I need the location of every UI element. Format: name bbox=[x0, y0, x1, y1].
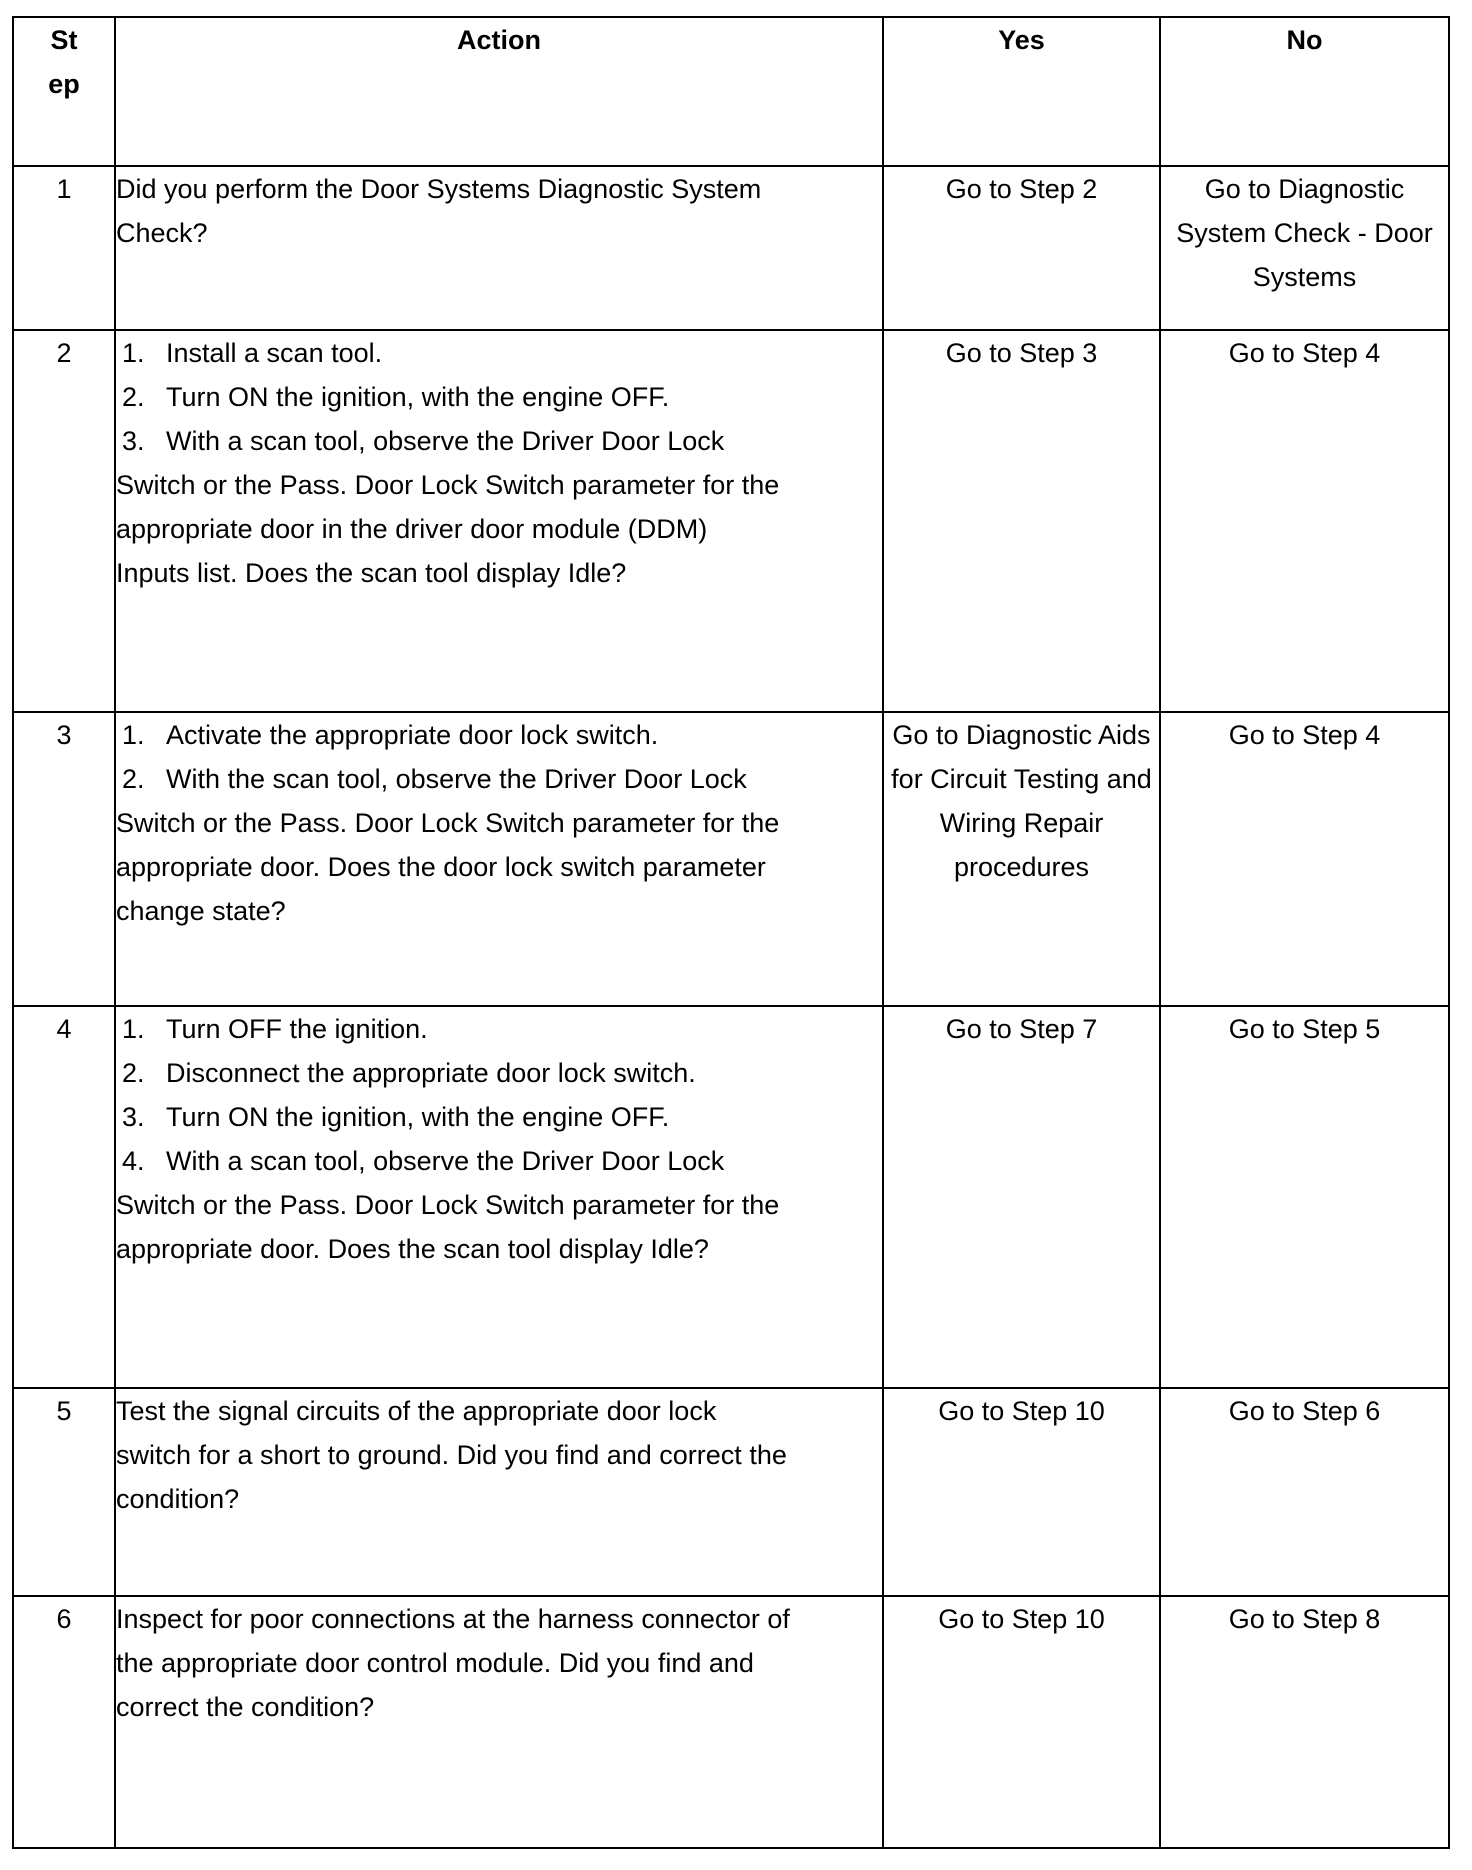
action-line: appropriate door in the driver door module (DDM) bbox=[116, 514, 708, 544]
action-cell bbox=[115, 1596, 883, 1848]
yes-cell: Go to Step 2 bbox=[883, 166, 1160, 330]
item-number: 2. bbox=[122, 1058, 145, 1088]
item-text: Install a scan tool. bbox=[166, 338, 383, 368]
table-row bbox=[13, 1006, 1449, 1388]
table-row bbox=[13, 1388, 1449, 1596]
item-text: Disconnect the appropriate door lock switch. bbox=[166, 1058, 696, 1088]
action-line: Inspect for poor connections at the harness connector of bbox=[116, 1604, 790, 1634]
action-line: appropriate door. Does the door lock switch parameter bbox=[116, 852, 766, 882]
item-number: 1. bbox=[122, 338, 145, 368]
step-number: 2 bbox=[13, 330, 115, 712]
table-row bbox=[13, 712, 1449, 1006]
item-number: 1. bbox=[122, 1014, 145, 1044]
header-action: Action bbox=[115, 17, 883, 166]
yes-cell: Go to Diagnostic Aids for Circuit Testing and Wiring Repair procedures bbox=[883, 712, 1160, 1006]
item-number: 4. bbox=[122, 1146, 145, 1176]
header-yes: Yes bbox=[883, 17, 1160, 166]
step-number: 4 bbox=[13, 1006, 115, 1388]
no-cell: Go to Step 4 bbox=[1160, 712, 1449, 1006]
diagnostic-table bbox=[12, 16, 1450, 1849]
action-line: Switch or the Pass. Door Lock Switch parameter for the bbox=[116, 808, 780, 838]
no-cell: Go to Diagnostic System Check - Door Systems bbox=[1160, 166, 1449, 330]
step-number: 5 bbox=[13, 1388, 115, 1596]
numbered-item bbox=[116, 1139, 882, 1183]
item-number: 1. bbox=[122, 720, 145, 750]
no-cell: Go to Step 6 bbox=[1160, 1388, 1449, 1596]
action-cell bbox=[115, 1388, 883, 1596]
numbered-item bbox=[116, 713, 882, 757]
action-line: correct the condition? bbox=[116, 1692, 375, 1722]
no-cell: Go to Step 5 bbox=[1160, 1006, 1449, 1388]
action-line: Did you perform the Door Systems Diagnostic System bbox=[116, 174, 762, 204]
item-text: Activate the appropriate door lock switch. bbox=[166, 720, 659, 750]
header-step bbox=[13, 17, 115, 166]
table-row bbox=[13, 330, 1449, 712]
item-text: Turn ON the ignition, with the engine OFF. bbox=[166, 382, 670, 412]
no-cell: Go to Step 4 bbox=[1160, 330, 1449, 712]
diagnostic-table-page bbox=[12, 16, 1450, 1849]
numbered-item bbox=[116, 1051, 882, 1095]
yes-cell: Go to Step 10 bbox=[883, 1388, 1160, 1596]
action-line: change state? bbox=[116, 896, 286, 926]
item-number: 2. bbox=[122, 764, 145, 794]
action-line: appropriate door. Does the scan tool display Idle? bbox=[116, 1234, 709, 1264]
action-line: condition? bbox=[116, 1484, 240, 1514]
action-cell bbox=[115, 330, 883, 712]
item-number: 3. bbox=[122, 426, 145, 456]
action-line: Test the signal circuits of the appropriate door lock bbox=[116, 1396, 717, 1426]
yes-cell: Go to Step 7 bbox=[883, 1006, 1160, 1388]
item-number: 2. bbox=[122, 382, 145, 412]
action-line: Switch or the Pass. Door Lock Switch parameter for the bbox=[116, 1190, 780, 1220]
step-number: 6 bbox=[13, 1596, 115, 1848]
yes-cell: Go to Step 3 bbox=[883, 330, 1160, 712]
item-text: With a scan tool, observe the Driver Door Lock bbox=[166, 426, 725, 456]
table-row bbox=[13, 166, 1449, 330]
action-line: Switch or the Pass. Door Lock Switch parameter for the bbox=[116, 470, 780, 500]
item-text: With the scan tool, observe the Driver Door Lock bbox=[166, 764, 747, 794]
yes-cell: Go to Step 10 bbox=[883, 1596, 1160, 1848]
numbered-item bbox=[116, 375, 882, 419]
item-text: Turn OFF the ignition. bbox=[166, 1014, 428, 1044]
table-header-row bbox=[13, 17, 1449, 166]
item-text: With a scan tool, observe the Driver Door Lock bbox=[166, 1146, 725, 1176]
numbered-item bbox=[116, 757, 882, 801]
action-cell bbox=[115, 1006, 883, 1388]
header-step-line-1: St bbox=[50, 25, 78, 55]
action-line: switch for a short to ground. Did you find and correct the bbox=[116, 1440, 787, 1470]
action-line: the appropriate door control module. Did you find and bbox=[116, 1648, 754, 1678]
step-number: 1 bbox=[13, 166, 115, 330]
header-no: No bbox=[1160, 17, 1449, 166]
action-cell bbox=[115, 166, 883, 330]
action-line: Inputs list. Does the scan tool display Idle? bbox=[116, 558, 627, 588]
numbered-item bbox=[116, 419, 882, 463]
numbered-item bbox=[116, 1007, 882, 1051]
step-number: 3 bbox=[13, 712, 115, 1006]
numbered-item bbox=[116, 331, 882, 375]
item-text: Turn ON the ignition, with the engine OFF. bbox=[166, 1102, 670, 1132]
no-cell: Go to Step 8 bbox=[1160, 1596, 1449, 1848]
table-row bbox=[13, 1596, 1449, 1848]
action-cell bbox=[115, 712, 883, 1006]
action-line: Check? bbox=[116, 218, 208, 248]
item-number: 3. bbox=[122, 1102, 145, 1132]
header-step-line-2: ep bbox=[48, 69, 80, 99]
numbered-item bbox=[116, 1095, 882, 1139]
